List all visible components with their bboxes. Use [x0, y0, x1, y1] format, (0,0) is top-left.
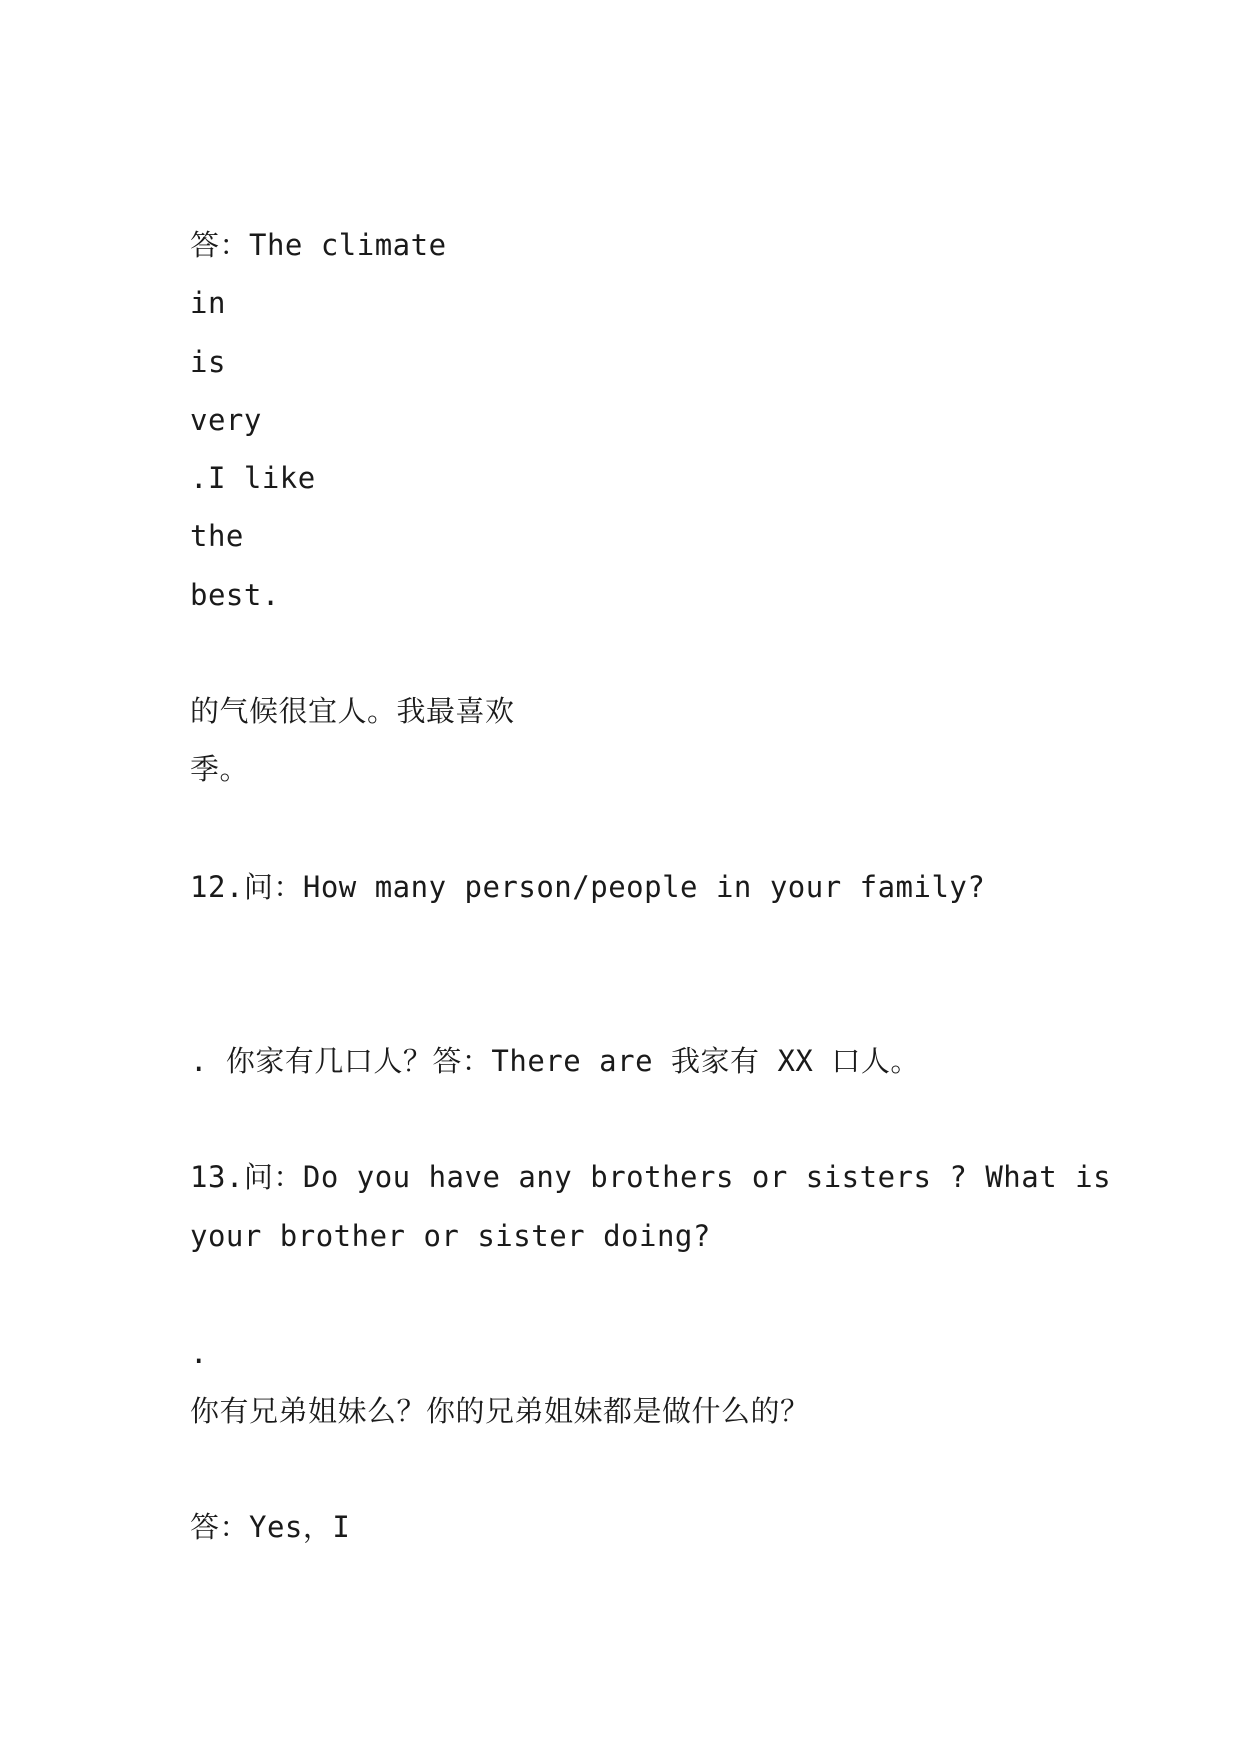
- question-13-chinese: 你有兄弟姐妹么？你的兄弟姐妹都是做什么的？: [190, 1394, 810, 1428]
- answer-best-line: best.: [190, 578, 280, 612]
- question-13: 13.问：Do you have any brothers or sisters ? What is: [190, 1160, 1112, 1194]
- answer-the-line: the: [190, 519, 244, 553]
- question-12: 12.问：How many person/people in your family?: [190, 870, 986, 904]
- answer-is-line: is: [190, 345, 226, 379]
- chinese-season-line: 季。: [190, 752, 250, 786]
- question-12-answer: . 你家有几口人？答：There are 我家有 XX 口人。: [190, 1044, 920, 1078]
- answer-yes-line: 答：Yes，I: [190, 1510, 351, 1544]
- dot-line: .: [190, 1336, 208, 1370]
- answer-very-line: very: [190, 403, 262, 437]
- answer-like-line: .I like: [190, 461, 316, 495]
- question-13-continued: your brother or sister doing?: [190, 1219, 711, 1253]
- chinese-climate-line: 的气候很宜人。我最喜欢: [190, 694, 515, 728]
- answer-climate-line: 答：The climate: [190, 228, 447, 262]
- answer-in-line: in: [190, 286, 226, 320]
